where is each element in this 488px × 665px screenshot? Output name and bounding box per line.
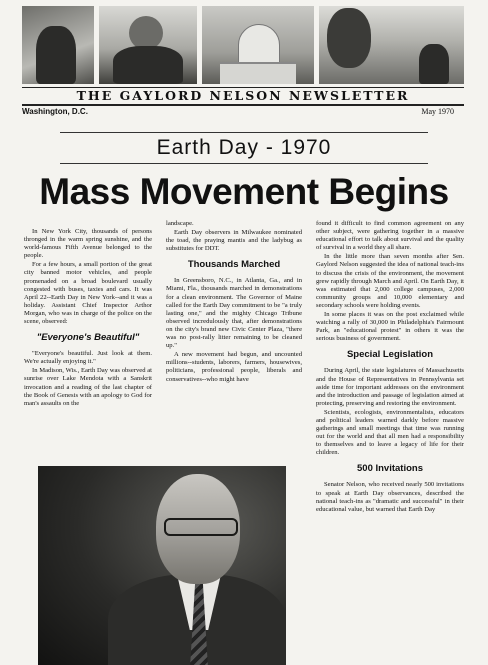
paragraph: Scientists, ecologists, environmentalists, educators and political leaders warned darkly before massive gatherings and small meetings that time was running out for the world and that all men had a responsibility to themselves and to leave a legacy of life for their children. xyxy=(316,408,464,457)
paragraph: "Everyone's beautiful. Just look at them. We're actually enjoying it." xyxy=(24,350,152,366)
column-2 xyxy=(166,220,302,385)
column-1 xyxy=(24,228,152,409)
masthead-title: THE GAYLORD NELSON NEWSLETTER xyxy=(76,88,410,103)
issue-date: May 1970 xyxy=(421,107,454,116)
paragraph: A new movement had begun, and uncounted millions--students, laborers, farmers, housewives, politicians, professional people, liberals and conservatives--who might have xyxy=(166,351,302,383)
paragraph: Senator Nelson, who received nearly 500 invitations to speak at Earth Day observances, described the national teach-ins as "dramatic and successful" in their educational value, but warned that Earth Day xyxy=(316,481,464,513)
subhead-special-legislation: Special Legislation xyxy=(346,349,434,361)
location-line: Washington, D.C. xyxy=(22,107,88,116)
kicker: Earth Day - 1970 xyxy=(156,136,332,159)
paragraph: Earth Day observers in Milwaukee nominated the toad, the praying mantis and the ladybug as substitutes for DDT. xyxy=(166,229,302,253)
paragraph: In the little more than seven months after Sen. Gaylord Nelson suggested the idea of national teach-ins to discuss the crisis of the environment, the movement grew rapidly through March and April. On Earth Day, it was estimated that 2,000 college campuses, 2,000 community groups and 10,000 elementary and secondary schools were holding events. xyxy=(316,253,464,309)
portrait-photo xyxy=(38,466,286,665)
paragraph: During April, the state legislatures of Massachusetts and the House of Representatives in Pennsylvania set aside time for important addresses on the environment and the introduction and passage of legislation aimed at protecting, preserving and restoring the environment. xyxy=(316,367,464,407)
paragraph: found it difficult to find common agreement on any other subject, were gathering together in a massive educational effort to talk about survival and the quality of survival in a world they all share. xyxy=(316,220,464,252)
kicker-rule-bottom xyxy=(60,163,428,164)
paragraph: In some places it was on the post exclaimed while watching a rally of 30,000 in Philadelphia's Fairmount Park, an "educational protest" in others it was the serious business of government. xyxy=(316,311,464,343)
header-photo-strip xyxy=(22,6,464,84)
capitol-photo xyxy=(202,6,314,84)
header-photo-2 xyxy=(99,6,197,84)
subhead-everyones-beautiful: "Everyone's Beautiful" xyxy=(36,332,140,344)
subhead-500-invitations: 500 Invitations xyxy=(357,463,423,475)
paragraph: In Madison, Wis., Earth Day was observed at sunrise over Lake Mendota with a Sanskrit invocation and a reading of the last chapter of the Book of Genesis with an apology to God for man's assaults on the xyxy=(24,367,152,407)
subhead-thousands-marched: Thousands Marched xyxy=(187,259,281,271)
column-3 xyxy=(316,220,464,515)
header-photo-1 xyxy=(22,6,94,84)
paragraph: For a few hours, a small portion of the great city banned motor vehicles, and people promenaded on a broad boulevard usually congested with buses, taxies and cars. It was April 22--Earth Day in New York--and it was a holiday. Assistant Chief Inspector Arthor Morgan, who was in charge of the police on the scene, observed: xyxy=(24,261,152,326)
kicker-rule-top xyxy=(60,132,428,133)
paragraph: landscape. xyxy=(166,220,194,227)
masthead xyxy=(22,87,464,106)
paragraph: In New York City, thousands of persons thronged in the warm spring sunshine, and the world-famous Fifth Avenue belonged to the people. xyxy=(24,228,152,260)
headline: Mass Movement Begins xyxy=(39,171,449,212)
paragraph: In Greensboro, N.C., in Atlanta, Ga., and in Miami, Fla., thousands marched in demonstrations for a clean environment. The Governor of Maine called for the Earth Day commitment to be "a truly lasting one," and the mighty Chicago Tribune observed incredulously that, after demonstrations on the city's brand new Civic Center Plaza, "there was no post-rally litter remaining to be cleaned up." xyxy=(166,277,302,350)
header-photo-4 xyxy=(319,6,464,84)
